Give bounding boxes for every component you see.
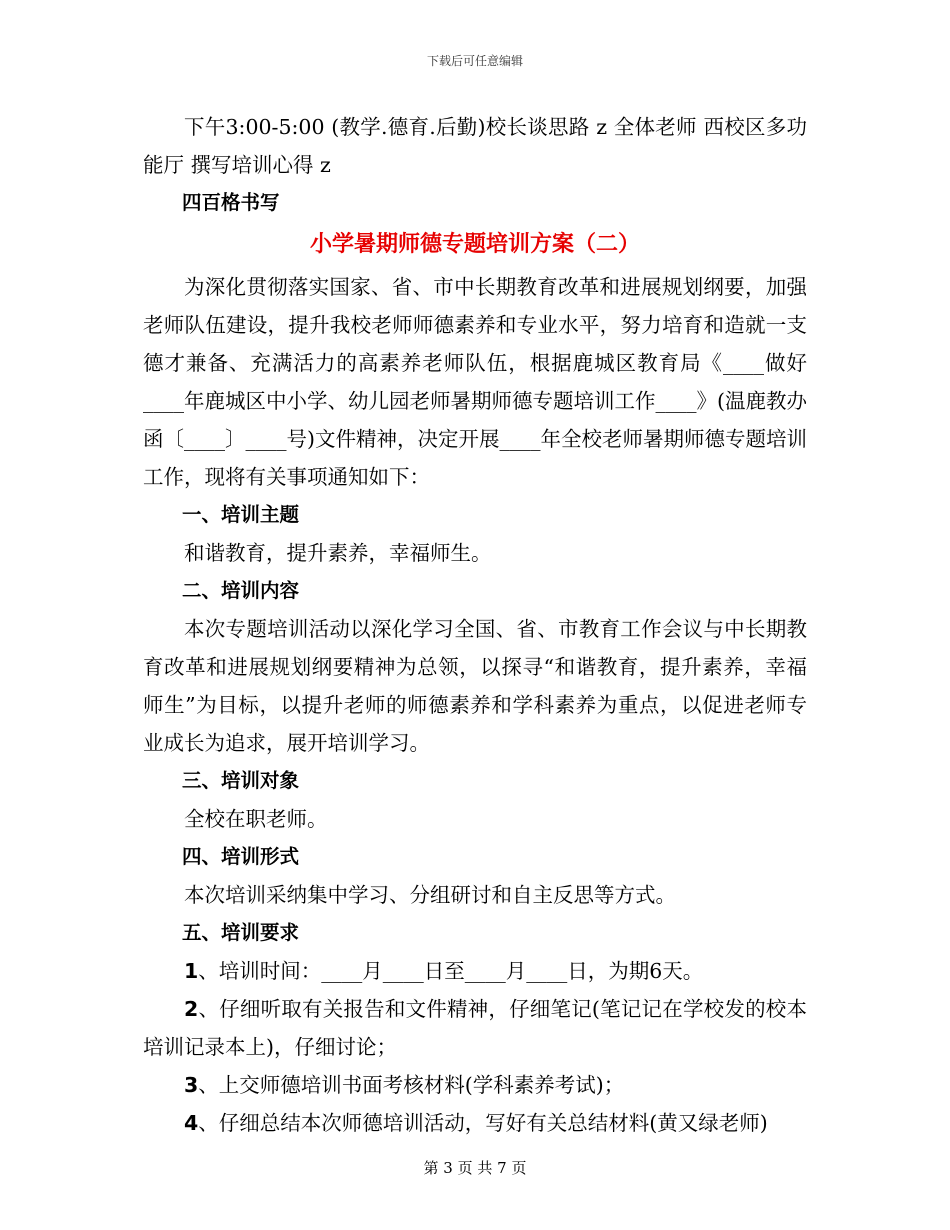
requirement-2-number: 2 <box>184 997 199 1021</box>
intro-paragraph: 为深化贯彻落实国家、省、市中长期教育改革和进展规划纲要，加强老师队伍建设，提升我校老师师德素养和专业水平，努力培育和造就一支德才兼备、充满活力的高素养老师队伍，根据鹿城区教育局《____做好____年鹿城区中小学、幼儿园老师暑期师德专题培训工作____》(温鹿教办函〔____〕____号)文件精神，决定开展____年全校老师暑期师德专题培训工作，现将有关事项通知如下： <box>143 275 807 489</box>
section-2-text: 本次专题培训活动以深化学习全国、省、市教育工作会议与中长期教育改革和进展规划纲要精神为总领，以探寻“和谐教育，提升素养，幸福师生”为目标，以提升老师的师德素养和学科素养为重点，以促进老师专业成长为追求，展开培训学习。 <box>143 617 807 755</box>
requirement-2 <box>143 990 807 1066</box>
section-1-text: 和谐教育，提升素养，幸福师生。 <box>184 541 492 565</box>
requirement-3 <box>143 1066 807 1104</box>
section-4-text: 本次培训采纳集中学习、分组研讨和自主反思等方式。 <box>184 883 676 907</box>
section-5-heading: 五、培训要求 <box>182 921 300 944</box>
sibai-line: 四百格书写 <box>182 191 280 214</box>
section-3-text: 全校在职老师。 <box>184 807 328 831</box>
schedule-paragraph: 下午3:00-5:00 (教学.德育.后勤)校长谈思路 z 全体老师 西校区多功能厅 撰写培训心得 z <box>143 115 807 177</box>
page-footer: 第 3 页 共 7 页 <box>423 1159 527 1177</box>
document-body <box>143 108 807 1142</box>
requirement-4-number: 4 <box>184 1111 199 1135</box>
requirement-2-text: 、仔细听取有关报告和文件精神，仔细笔记(笔记记在学校发的校本培训记录本上)，仔细讨论； <box>143 997 807 1059</box>
requirement-1-text: 、培训时间：____月____日至____月____日，为期6天。 <box>198 959 704 983</box>
requirement-4 <box>143 1104 807 1142</box>
requirement-4-text: 、仔细总结本次师德培训活动，写好有关总结材料(黄又绿老师) <box>198 1111 768 1135</box>
section-1-heading: 一、培训主题 <box>182 503 300 526</box>
requirement-3-text: 、上交师德培训书面考核材料(学科素养考试)； <box>198 1073 625 1097</box>
document-title: 小学暑期师德专题培训方案（二） <box>309 232 640 257</box>
requirement-1 <box>143 952 807 990</box>
section-3-heading: 三、培训对象 <box>182 769 300 792</box>
requirement-3-number: 3 <box>184 1073 199 1097</box>
page-header: 下载后可任意编辑 <box>426 54 523 68</box>
section-2-heading: 二、培训内容 <box>182 579 300 602</box>
requirement-1-number: 1 <box>184 959 199 983</box>
section-4-heading: 四、培训形式 <box>182 845 300 868</box>
